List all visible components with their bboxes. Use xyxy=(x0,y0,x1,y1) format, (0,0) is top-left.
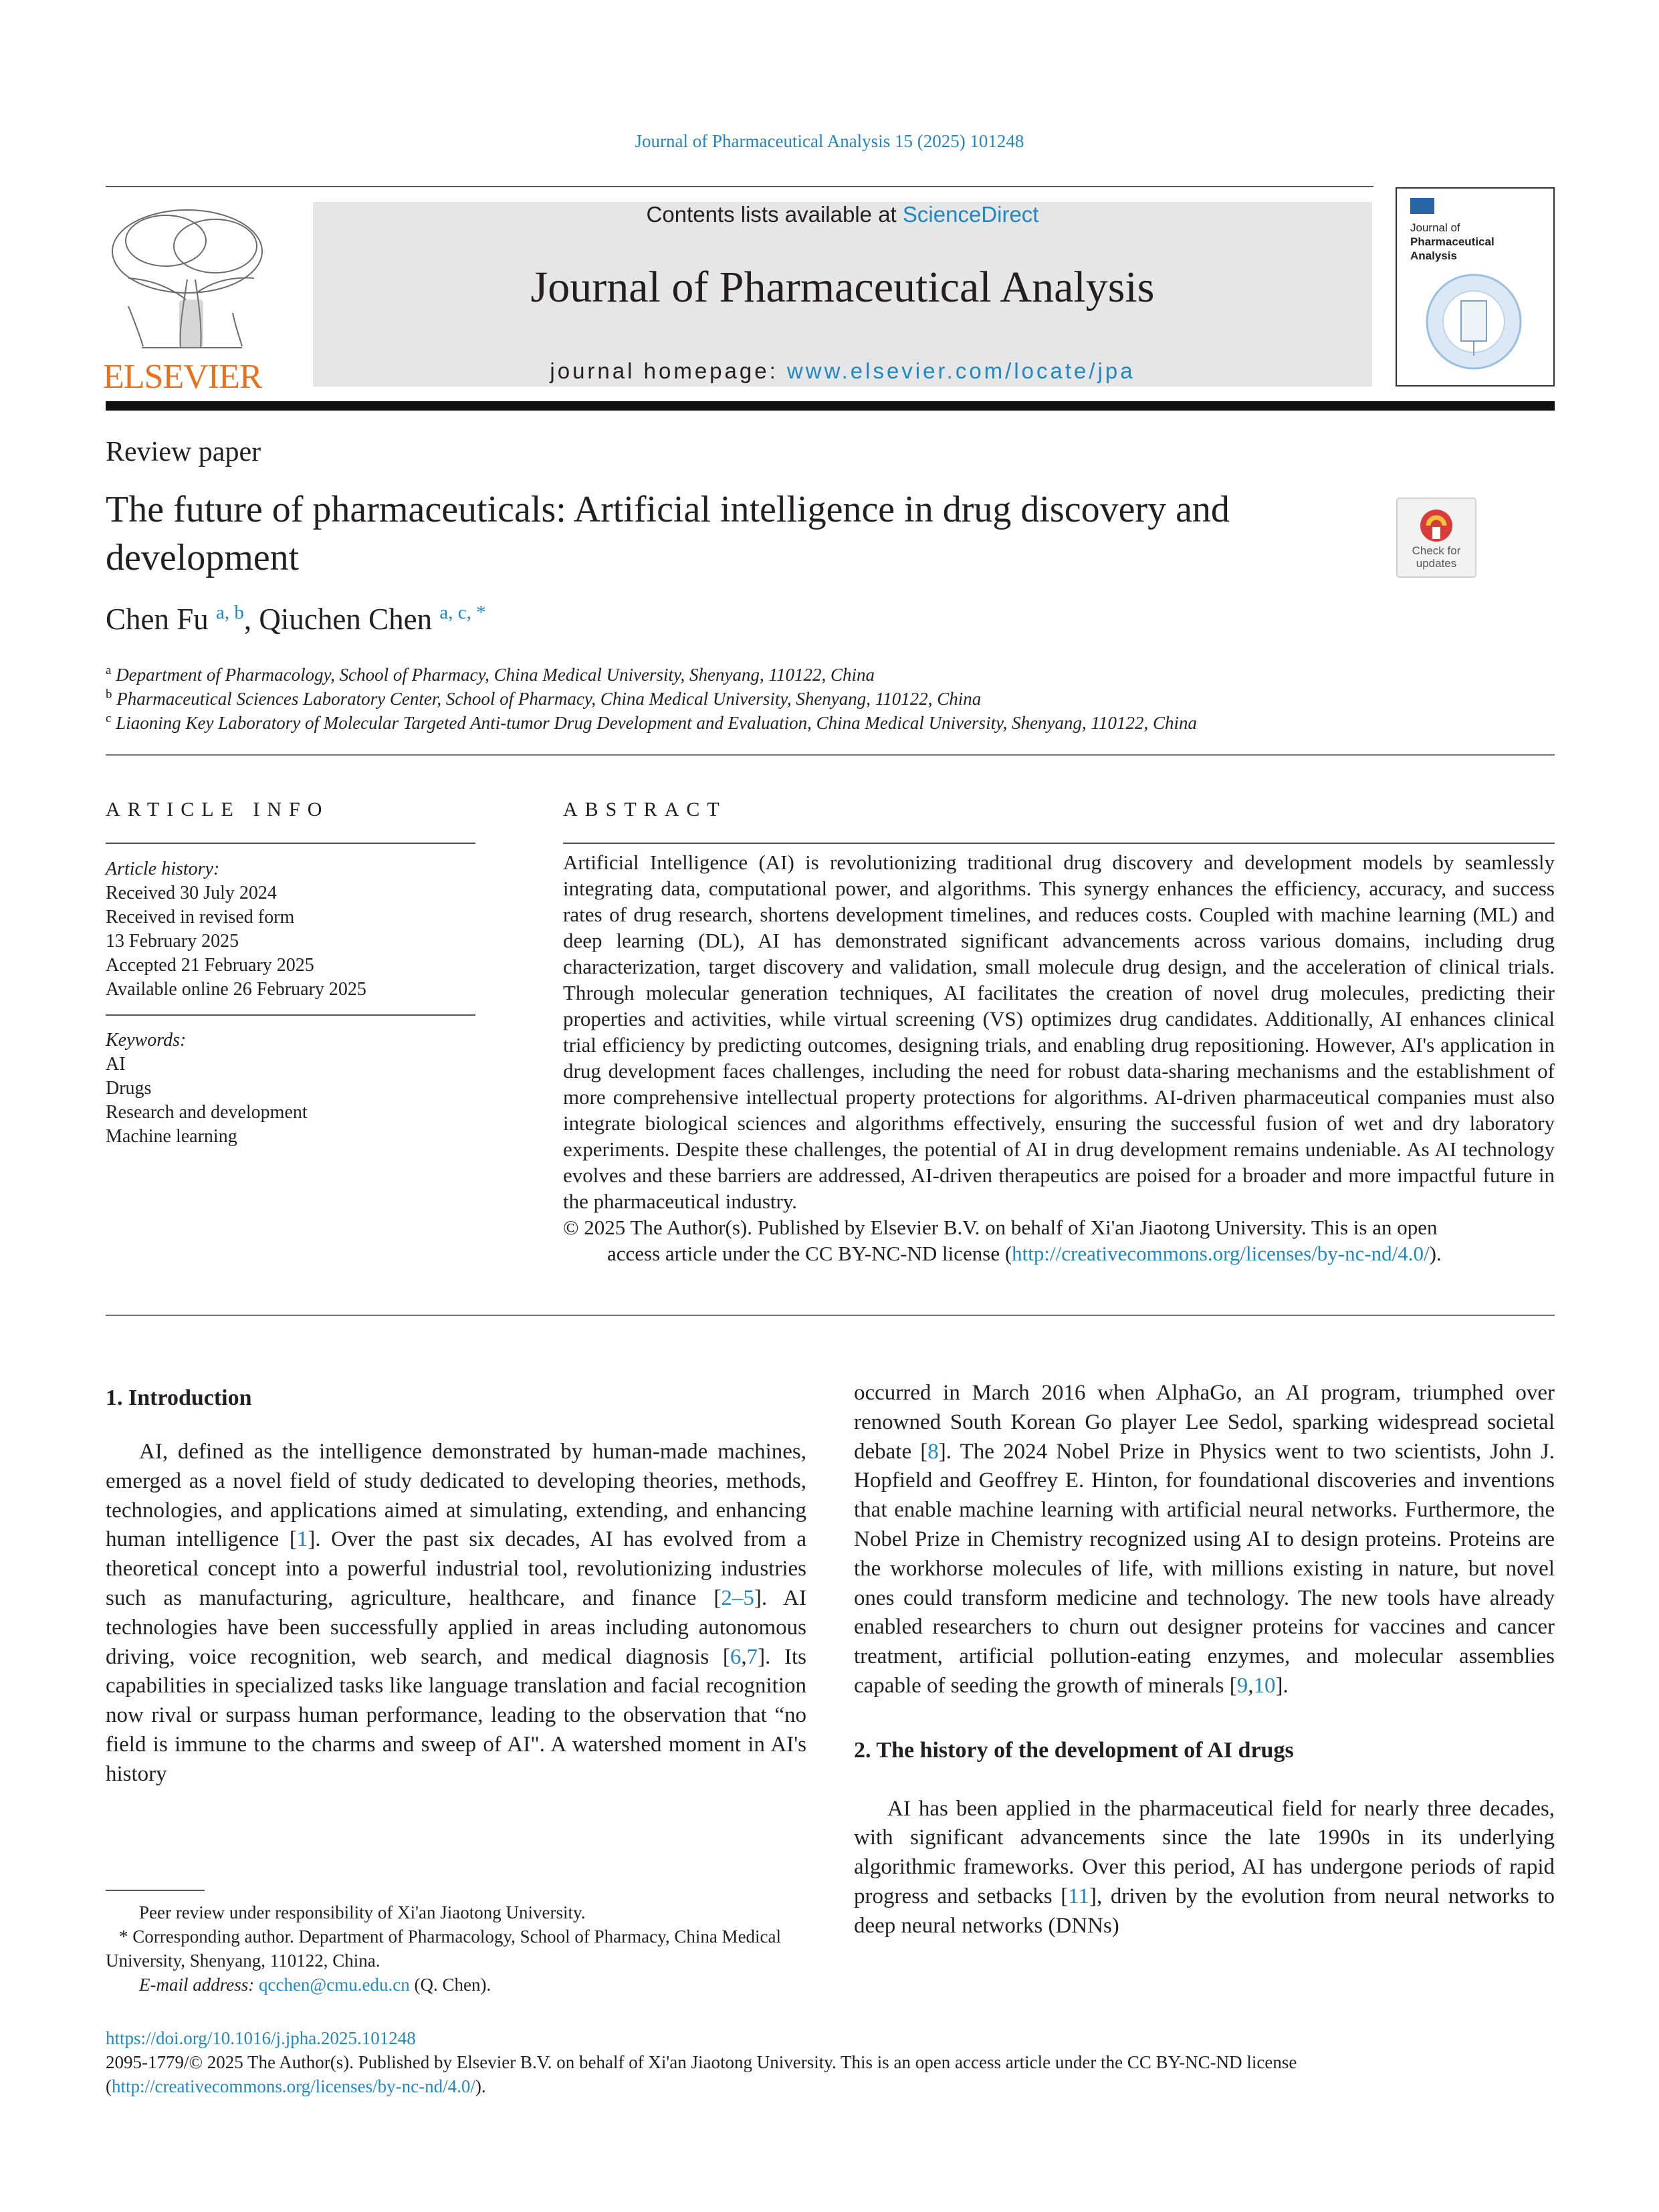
body-paragraph xyxy=(854,1795,1555,1941)
text-run: ]. Over the past six decades, AI has evolved from a theoretical concept into a powerful industrial tool, revolutionizing industries such as manufacturing, agriculture, healthcare, and finance [ xyxy=(106,1527,806,1610)
keywords-label: Keywords: xyxy=(106,1030,187,1050)
history-item: Received 30 July 2024 xyxy=(106,883,277,903)
citation-separator: , xyxy=(741,1644,747,1669)
article-info-heading: ARTICLE INFO xyxy=(106,798,330,820)
cover-badge xyxy=(1410,198,1434,214)
keywords xyxy=(106,1028,475,1149)
author-affil-marks[interactable]: a, c, * xyxy=(439,602,486,623)
abstract-paragraph: Artificial Intelligence (AI) is revolutionizing traditional drug discovery and development models by seamlessly integrating data, computational power, and algorithms. This synergy enhances the efficiency, accuracy, and success rates of drug research, shortens development timelines, and reduces costs. Coupled with machine learning (ML) and deep learning (DL), AI has demonstrated significant advancements across various domains, including drug characterization, target discovery and validation, small molecule drug design, and the acceleration of clinical trials. Through molecular generation techniques, AI facilitates the creation of novel drug molecules, predicting their properties and activities, while virtual screening (VS) optimizes drug candidates. Additionally, AI enhances clinical trial efficiency by predicting outcomes, designing trials, and enabling drug repositioning. However, AI's application in drug development faces challenges, including the need for robust data-sharing mechanisms and the establishment of more comprehensive intellectual property protections for algorithms. AI-driven pharmaceutical companies must also integrate biological sciences and algorithms effectively, ensuring the successful fusion of wet and dry laboratory experiments. Despite these challenges, the potential of AI in drug development remains undeniable. As AI technology evolves and these barriers are addressed, AI-driven therapeutics are poised for a broader and more impactful future in the pharmaceutical industry. xyxy=(563,851,1555,1213)
footnote-email xyxy=(106,1973,806,1997)
article-info-rule xyxy=(106,843,475,844)
text-run: ]. xyxy=(1275,1673,1289,1698)
article-history xyxy=(106,857,475,1002)
body-paragraph xyxy=(106,1438,806,1789)
footer-license xyxy=(106,2050,1555,2098)
citation-separator: , xyxy=(1248,1673,1254,1698)
citation-link[interactable]: 1 xyxy=(296,1527,308,1552)
section-heading-history: 2. The history of the development of AI drugs xyxy=(854,1737,1294,1763)
keyword-item: Machine learning xyxy=(106,1126,237,1147)
email-link[interactable]: qcchen@cmu.edu.cn xyxy=(258,1975,410,1995)
cover-line-3: Analysis xyxy=(1410,249,1457,262)
crossmark-label-2: updates xyxy=(1416,557,1457,570)
text-run: AI has been applied in the pharmaceutical field for nearly three decades, with significant advancements since the late 1990s in its underlying algorithmic frameworks. Over this period, AI has undergone periods of rapid progress and setbacks [ xyxy=(854,1796,1555,1908)
keyword-item: AI xyxy=(106,1054,126,1075)
sciencedirect-link[interactable]: ScienceDirect xyxy=(902,202,1039,227)
cover-artwork xyxy=(1424,271,1524,372)
history-item: Available online 26 February 2025 xyxy=(106,979,366,1000)
text-run: ]. The 2024 Nobel Prize in Physics went to two scientists, John J. Hopfield and Geoffrey E. Hinton, for foundational discoveries and inventions that enable machine learning with artificial neural networks. Furthermore, the Nobel Prize in Chemistry recognized using AI to design proteins. Proteins are the workhorse molecules of life, with millions existing in nature, but novel ones could transform medicine and technology. The new tools have already enabled researchers to churn out designer proteins for vaccines and cancer treatment, artificial pollution-eating enzymes, and molecular assemblies capable of seeding the growth of minerals [ xyxy=(854,1439,1555,1698)
history-item: Received in revised form xyxy=(106,907,295,927)
abstract-rule xyxy=(563,843,1555,844)
abstract-body xyxy=(563,849,1555,1266)
footnote-rule xyxy=(106,1890,205,1891)
affiliation-rule xyxy=(106,754,1555,756)
author-name: Qiuchen Chen xyxy=(259,602,433,636)
cover-title xyxy=(1410,221,1495,263)
license-link[interactable]: http://creativecommons.org/licenses/by-nc-nd/4.0/ xyxy=(1012,1242,1430,1265)
citation-link[interactable]: 6 xyxy=(730,1644,742,1669)
author-list xyxy=(106,602,486,637)
footer-license-link[interactable]: http://creativecommons.org/licenses/by-nc-nd/4.0/ xyxy=(112,2076,475,2096)
abstract-license xyxy=(563,1240,1555,1266)
footnote-corresponding: * Corresponding author. Department of Pharmacology, School of Pharmacy, China Medical University, Shenyang, 110122, China. xyxy=(106,1926,782,1971)
author-separator: , xyxy=(243,602,259,636)
elsevier-wordmark: ELSEVIER xyxy=(103,358,262,396)
body-column-left xyxy=(106,1438,806,1789)
citation-link[interactable]: 10 xyxy=(1253,1673,1276,1698)
body-column-right xyxy=(854,1379,1555,1941)
email-suffix: (Q. Chen). xyxy=(409,1975,491,1995)
citation-link[interactable]: 8 xyxy=(927,1439,939,1464)
affiliation-text: Department of Pharmacology, School of Pharmacy, China Medical University, Shenyang, 110122, China xyxy=(116,665,875,685)
history-item: Accepted 21 February 2025 xyxy=(106,955,314,976)
contents-line xyxy=(313,202,1372,227)
abstract-copyright: © 2025 The Author(s). Published by Elsevier B.V. on behalf of Xi'an Jiaotong University. This is an open xyxy=(563,1216,1438,1239)
footnote-peer-review: Peer review under responsibility of Xi'an Jiaotong University. xyxy=(139,1902,586,1922)
footnotes xyxy=(106,1900,806,1997)
citation-link[interactable]: 7 xyxy=(746,1644,758,1669)
affiliation-text: Pharmaceutical Sciences Laboratory Center, School of Pharmacy, China Medical University, Shenyang, 110122, China xyxy=(116,689,982,709)
history-label: Article history: xyxy=(106,859,220,879)
body-paragraph xyxy=(854,1379,1555,1701)
contents-prefix: Contents lists available at xyxy=(646,202,903,227)
homepage-line xyxy=(313,358,1372,384)
affiliation-text: Liaoning Key Laboratory of Molecular Targeted Anti-tumor Drug Development and Evaluation, China Medical University, Shenyang, 110122, China xyxy=(116,713,1198,733)
citation-link[interactable]: 9 xyxy=(1236,1673,1248,1698)
cover-line-2: Pharmaceutical xyxy=(1410,235,1495,248)
text-run: ]. AI technologies have been successfully applied in areas including autonomous driving, voice recognition, web search, and medical diagnosis [ xyxy=(106,1585,806,1669)
homepage-link[interactable]: www.elsevier.com/locate/jpa xyxy=(786,358,1135,383)
homepage-prefix: journal homepage: xyxy=(550,358,787,383)
license-suffix: ). xyxy=(1429,1242,1442,1265)
journal-name: Journal of Pharmaceutical Analysis xyxy=(530,263,1155,312)
abstract-heading: ABSTRACT xyxy=(563,798,727,820)
keywords-rule xyxy=(106,1014,475,1016)
journal-cover-thumbnail[interactable] xyxy=(1396,187,1555,386)
citation-link[interactable]: 2–5 xyxy=(721,1585,754,1610)
affiliation-mark: b xyxy=(106,687,112,701)
abstract-bottom-rule xyxy=(106,1315,1555,1316)
running-header[interactable]: Journal of Pharmaceutical Analysis 15 (2025) 101248 xyxy=(635,131,1024,151)
text-run: occurred in March 2016 when AlphaGo, an AI program, triumphed over renowned South Korean Go player Lee Sedol, sparking widespread societal debate [ xyxy=(854,1381,1555,1464)
text-run: ], driven by the evolution from neural networks to deep neural networks (DNNs) xyxy=(854,1884,1555,1938)
crossmark-label xyxy=(1396,544,1476,570)
footer-license-suffix: ). xyxy=(475,2076,486,2096)
text-run: ]. Its capabilities in specialized tasks like language translation and facial recognition now rival or surpass human performance, leading to the observation that “no field is immune to the charms and sweep of AI". A watershed moment in AI's history xyxy=(106,1644,806,1786)
masthead-thick-rule xyxy=(106,401,1555,411)
cover-line-1: Journal of xyxy=(1410,221,1460,234)
affiliation-b xyxy=(106,687,981,709)
page-footer xyxy=(106,2026,1555,2098)
affiliation-c xyxy=(106,711,1197,734)
crossmark-label-1: Check for xyxy=(1412,544,1461,557)
affiliation-mark: a xyxy=(106,663,112,677)
check-for-updates-badge[interactable] xyxy=(1396,497,1476,578)
keyword-item: Drugs xyxy=(106,1078,152,1099)
text-run: AI, defined as the intelligence demonstrated by human-made machines, emerged as a novel field of study dedicated to developing theories, methods, technologies, and applications aimed at simulating, extending, and enhancing human intelligence [ xyxy=(106,1440,806,1552)
affiliation-a xyxy=(106,663,875,685)
author-name: Chen Fu xyxy=(106,602,209,636)
footer-license-prefix: 2095-1779/© 2025 The Author(s). Published by Elsevier B.V. on behalf of Xi'an Jiaotong University. This is an open access article under the CC BY-NC-ND license ( xyxy=(106,2052,1297,2096)
doi-link[interactable]: https://doi.org/10.1016/j.jpha.2025.101248 xyxy=(106,2028,416,2048)
license-prefix: access article under the CC BY-NC-ND license ( xyxy=(607,1242,1012,1265)
keyword-item: Research and development xyxy=(106,1102,308,1123)
history-item: 13 February 2025 xyxy=(106,931,239,952)
email-label: E-mail address: xyxy=(139,1975,259,1995)
article-type: Review paper xyxy=(106,437,261,467)
article-title: The future of pharmaceuticals: Artificial intelligence in drug discovery and development xyxy=(106,489,1230,578)
author-affil-marks[interactable]: a, b xyxy=(216,602,244,623)
header-rule xyxy=(106,186,1373,187)
affiliation-mark: c xyxy=(106,711,112,726)
citation-link[interactable]: 11 xyxy=(1068,1884,1089,1908)
section-heading-introduction: 1. Introduction xyxy=(106,1386,252,1410)
